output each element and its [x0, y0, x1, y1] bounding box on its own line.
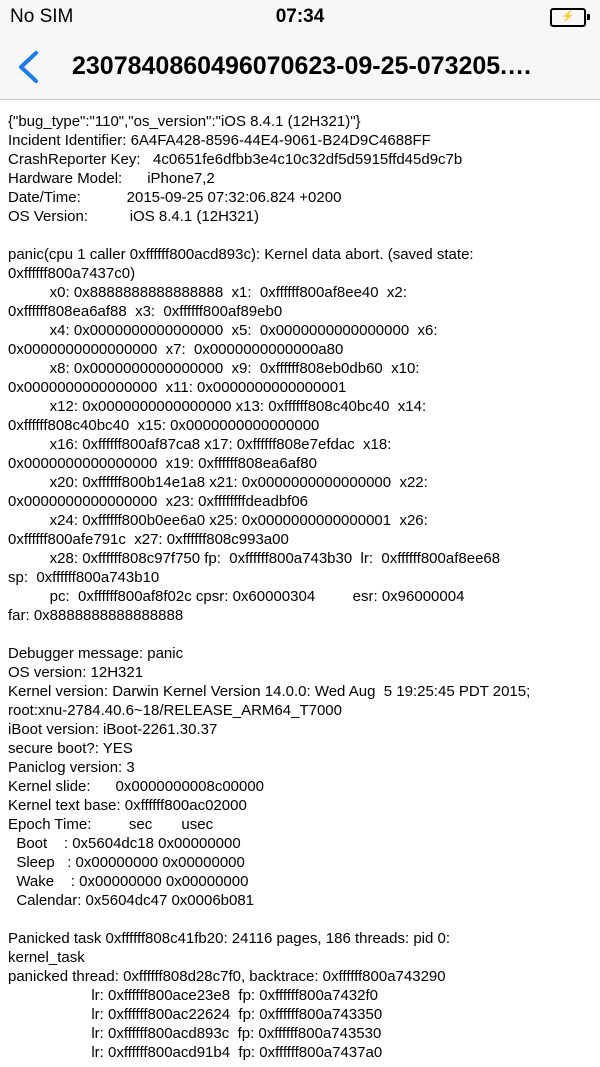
carrier-label: No SIM — [10, 6, 74, 27]
log-line: Kernel version: Darwin Kernel Version 14.0.0: Wed Aug 5 19:25:45 PDT 2015; — [8, 683, 531, 700]
log-line: Calendar: 0x5604dc47 0x0006b081 — [8, 892, 255, 909]
log-line: Wake : 0x00000000 0x00000000 — [8, 873, 249, 890]
log-line: x12: 0x0000000000000000 x13: 0xffffff808c40bc40 x14: — [8, 398, 427, 415]
log-line: Hardware Model: iPhone7,2 — [8, 170, 215, 187]
navigation-bar — [0, 34, 600, 100]
log-line: 0x0000000000000000 x19: 0xffffff808ea6af80 — [8, 455, 317, 472]
log-line: root:xnu-2784.40.6~18/RELEASE_ARM64_T7000 — [8, 702, 342, 719]
log-line: 0x0000000000000000 x23: 0xffffffffdeadbf06 — [8, 493, 309, 510]
log-line: far: 0x8888888888888888 — [8, 607, 184, 624]
log-line: lr: 0xffffff800ace23e8 fp: 0xffffff800a7432f0 — [8, 987, 379, 1004]
log-line: x4: 0x0000000000000000 x5: 0x0000000000000000 x6: — [8, 322, 438, 339]
log-line — [8, 625, 594, 644]
battery-icon — [550, 8, 586, 27]
log-line — [8, 226, 594, 245]
log-line: x16: 0xffffff800af87ca8 x17: 0xffffff808e7efdac x18: — [8, 436, 392, 453]
log-line: Date/Time: 2015-09-25 07:32:06.824 +0200 — [8, 189, 342, 206]
log-line: Panicked task 0xffffff808c41fb20: 24116 pages, 186 threads: pid 0: — [8, 930, 451, 947]
log-line: lr: 0xffffff800ac22624 fp: 0xffffff800a743350 — [8, 1006, 383, 1023]
chevron-left-icon — [17, 50, 39, 84]
log-line: Sleep : 0x00000000 0x00000000 — [8, 854, 245, 871]
log-line: Kernel text base: 0xffffff800ac02000 — [8, 797, 247, 814]
log-line: 0xffffff800a7437c0) — [8, 265, 136, 282]
log-line: CrashReporter Key: 4c0651fe6dfbb3e4c10c32df5d5915ffd45d9c7b — [8, 151, 463, 168]
charging-bolt-icon: ⚡ — [561, 10, 575, 23]
log-line: 0x0000000000000000 x7: 0x0000000000000a80 — [8, 341, 344, 358]
log-line: secure boot?: YES — [8, 740, 133, 757]
back-button[interactable] — [0, 34, 56, 100]
log-line: Kernel slide: 0x0000000008c00000 — [8, 778, 265, 795]
log-line: pc: 0xffffff800af8f02c cpsr: 0x60000304 esr: 0x96000004 — [8, 588, 465, 605]
log-line — [8, 910, 594, 929]
log-line: OS version: 12H321 — [8, 664, 144, 681]
log-line: {"bug_type":"110","os_version":"iOS 8.4.1 (12H321)"} — [8, 113, 361, 130]
crash-log-text[interactable] — [8, 112, 594, 1067]
log-line: OS Version: iOS 8.4.1 (12H321) — [8, 208, 259, 225]
log-line: 0xffffff800afe791c x27: 0xffffff808c993a00 — [8, 531, 289, 548]
log-line: 0xffffff808ea6af88 x3: 0xffffff800af89eb0 — [8, 303, 283, 320]
log-line: x0: 0x8888888888888888 x1: 0xffffff800af8ee40 x2: — [8, 284, 407, 301]
log-line: 0x0000000000000000 x11: 0x0000000000000001 — [8, 379, 347, 396]
status-time: 07:34 — [275, 6, 325, 27]
log-line: Paniclog version: 3 — [8, 759, 135, 776]
page-title: 2307840860496070623-09-25-073205.… — [72, 52, 533, 80]
log-line: sp: 0xffffff800a743b10 — [8, 569, 160, 586]
log-line: x20: 0xffffff800b14e1a8 x21: 0x0000000000000000 x22: — [8, 474, 428, 491]
log-line: Incident Identifier: 6A4FA428-8596-44E4-9061-B24D9C4688FF — [8, 132, 431, 149]
log-line: x24: 0xffffff800b0ee6a0 x25: 0x0000000000000001 x26: — [8, 512, 428, 529]
log-line: lr: 0xffffff800acd91b4 fp: 0xffffff800a7437a0 — [8, 1044, 383, 1061]
log-line: 0xffffff808c40bc40 x15: 0x0000000000000000 — [8, 417, 320, 434]
log-line: lr: 0xffffff800acd893c fp: 0xffffff800a743530 — [8, 1025, 382, 1042]
battery-tip — [587, 14, 590, 20]
log-line: kernel_task — [8, 949, 85, 966]
log-line: panicked thread: 0xffffff808d28c7f0, backtrace: 0xffffff800a743290 — [8, 968, 446, 985]
log-line: Epoch Time: sec usec — [8, 816, 214, 833]
battery-indicator — [440, 8, 590, 27]
log-line: x28: 0xffffff808c97f750 fp: 0xffffff800a743b30 lr: 0xffffff800af8ee68 — [8, 550, 501, 567]
log-line: panic(cpu 1 caller 0xffffff800acd893c): Kernel data abort. (saved state: — [8, 246, 474, 263]
status-bar — [0, 0, 600, 34]
log-line: Debugger message: panic — [8, 645, 184, 662]
log-line: Boot : 0x5604dc18 0x00000000 — [8, 835, 241, 852]
log-line: x8: 0x0000000000000000 x9: 0xffffff808eb0db60 x10: — [8, 360, 420, 377]
log-line: iBoot version: iBoot-2261.30.37 — [8, 721, 218, 738]
